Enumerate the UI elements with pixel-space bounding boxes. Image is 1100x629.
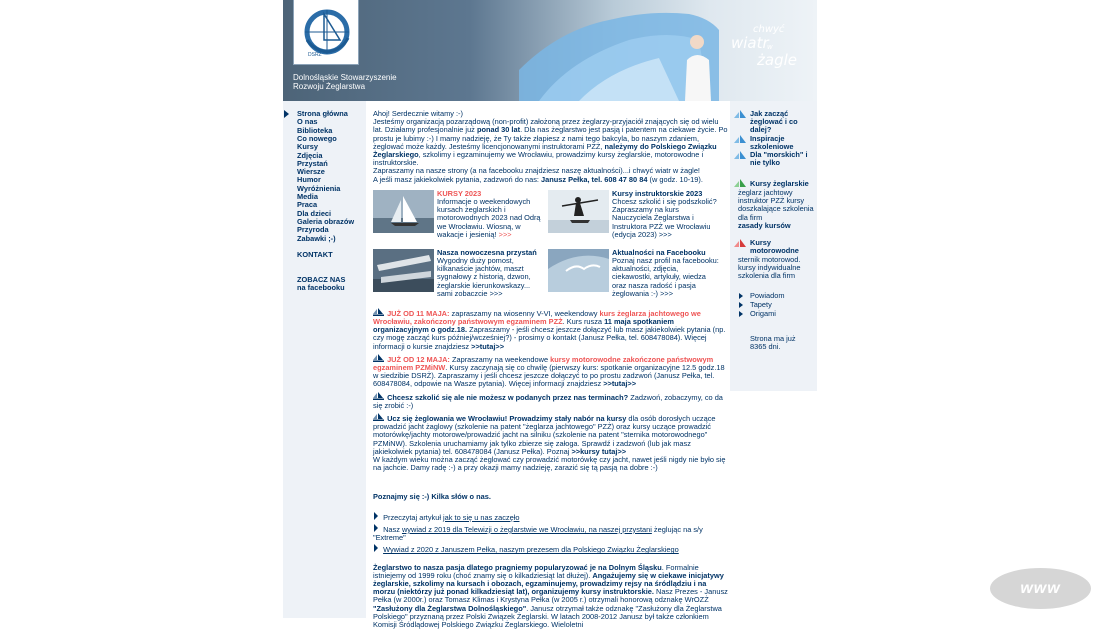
sailboat-icon: [373, 308, 385, 316]
rnav-zasady-kursow[interactable]: zasady kursów: [738, 222, 814, 230]
announcement-terminy: [373, 392, 729, 410]
org-name-line1: Dolnośląskie Stowarzyszenie: [293, 73, 423, 82]
announcement-text: dla osób dorosłych uczące prowadzić jacht żaglowy (szkolenie na patent "żeglarza jachtowego" PZŻ) oraz kursy uczące prowadzić motorówkę/jachty motorowe/prowadzić jacht na silniku (szkolenie na patent "sternika motorowodnego" PZMiNW). Szkolenia uruchamiamy jak tylko zbierze się załoga. Sprawdź i zadzwoń (lub jak masz jakiekolwiek pytania) tel. 608478084 (Janusz Pełka). Poznaj: [373, 414, 716, 456]
announcement-nabor: [373, 413, 729, 456]
rnav-kursy-motorowodne[interactable]: Kursy motorowodne: [750, 239, 810, 255]
sail-icon: [734, 110, 746, 120]
news-title[interactable]: Nasza nowoczesna przystań: [437, 249, 545, 257]
announcement-bold: Ucz się żeglowania we Wrocławiu! Prowadzimy stały nabór na kursy: [387, 414, 626, 423]
about-text: Nasz Prezes - Janusz Pełka (w 2000r.) oraz Tomasz Klimas i Krystyna Pełka (w 2005 r.) otrzymali honorową odznakę WrOZŻ: [373, 587, 728, 604]
nav-humor[interactable]: Humor: [297, 176, 321, 184]
nav-galeria-obrazow[interactable]: Galeria obrazów: [297, 218, 354, 226]
about-link-interview: [373, 544, 729, 554]
nav-zdjecia[interactable]: Zdjęcia: [297, 152, 322, 160]
news-more-link[interactable]: >>>: [659, 230, 672, 239]
nav-wiersze[interactable]: Wiersze: [297, 168, 325, 176]
red-sail-icon: [734, 239, 746, 249]
announcement-text: Zadzwoń, zobaczymy, co da się zrobić :-): [373, 393, 723, 410]
org-name-line2: Rozwoju Żeglarstwa: [293, 82, 423, 91]
about-link-tv: [373, 524, 729, 542]
nav-praca[interactable]: Praca: [297, 201, 317, 209]
announcement-link[interactable]: >>tutaj>>: [471, 342, 504, 351]
rnav-kursy-motorowodne-list[interactable]: sternik motorowod. kursy indywidualne szkolenia dla firm: [738, 256, 808, 281]
flowing-cloth-image: [519, 0, 719, 101]
slogan-word-1: chwyć: [753, 24, 784, 35]
announcement-kurs-zeglarza: [373, 308, 729, 351]
sailboat-icon: [373, 392, 385, 400]
about-bold: "Zasłużony dla Żeglarstwa Dolnośląskiego": [373, 604, 526, 613]
nav-co-nowego[interactable]: Co nowego: [297, 135, 337, 143]
logo-text: DSRŻ: [308, 51, 322, 58]
main-content: [373, 110, 729, 618]
greeting: Ahoj! Serdecznie witamy :-): [373, 110, 729, 118]
news-text: [612, 249, 720, 298]
announcement-text: . Kurs rusza: [563, 317, 604, 326]
intro-bold: należymy do Polskiego Związku Żeglarskiego: [373, 142, 717, 159]
news-description: Chcesz szkolić i się podszkolić? Zapraszamy na kurs Nauczyciela Żeglarstwa i Instruktora PZŻ we Wrocławiu (edycja 2023): [612, 197, 717, 239]
nav-facebook-line1[interactable]: ZOBACZ NAS: [297, 276, 345, 284]
slogan-word-2: wiatr: [731, 34, 769, 52]
announcement-date: JUŻ OD 12 MAJA:: [387, 355, 450, 364]
signpost-photo: [373, 249, 434, 292]
about-link-tv-anchor[interactable]: wywiad z 2019 dla Telewizji o żeglarstwie we Wrocławiu, na naszej przystani: [402, 525, 652, 534]
nav-o-nas[interactable]: O nas: [297, 118, 318, 126]
intro-text: Jesteśmy organizacją pozarządową (non-profit) założoną przez żeglarzy-przyjaciół znających się od wielu lat. Działamy profesjonalnie już: [373, 117, 718, 134]
news-text: [612, 190, 720, 239]
www-badge[interactable]: www: [990, 568, 1091, 609]
about-text: . Formalnie istniejemy od 1999 roku (choć znamy się o kilkadziesiąt lat dłużej).: [373, 563, 699, 580]
nav-strona-glowna[interactable]: Strona główna: [297, 110, 348, 118]
rnav-origami[interactable]: Origami: [750, 310, 776, 318]
sail-icon: [734, 135, 746, 145]
bullet-arrow-icon: [373, 544, 381, 552]
news-more-link[interactable]: >>>: [660, 289, 673, 298]
sailboat-photo: [373, 190, 434, 233]
announcement-kazdy-wiek: W każdym wieku można zacząć żeglować czy prowadzić motorówkę czy jacht, nawet jeśli nigdy nie było się na jachcie. Damy radę :-) a przy okazji mamy nadzieję, zarazić się tą pasją na dobre :-): [373, 456, 729, 472]
nav-kontakt[interactable]: KONTAKT: [297, 251, 333, 259]
about-heading: Poznajmy się :-) Kilka słów o nas.: [373, 493, 729, 501]
logo[interactable]: [293, 0, 359, 65]
org-name: [293, 73, 423, 91]
announcement-bold: Chcesz szkolić się ale nie możesz w podanych przez nas terminach?: [387, 393, 628, 402]
slogan-word-4: żagle: [757, 51, 797, 69]
news-more-link[interactable]: >>>: [499, 230, 512, 239]
announcement-text: Zapraszamy - jeśli chcesz jeszcze dołączyć lub masz jakiekolwiek pytania (np. czy mogę zacząć kurs później/wcześniej?) - prosimy o kontakt (Janusz Pełka, tel. 608478084). Więcej informacji o kursie znajdziesz: [373, 325, 725, 350]
about-text: . Janusz otrzymał także odznakę "Zasłużony dla Żeglarstwa Polskiego" przyznaną przez Polski Związek Żeglarski. W latach 2008-2012 Janusz był także członkiem Komisji Śródlądowej Polskiego Związku Żeglarskiego. Wieloletni: [373, 604, 722, 629]
intro-bold: ponad 30 lat: [477, 125, 520, 134]
sail-icon: [734, 151, 746, 161]
news-title[interactable]: KURSY 2023: [437, 190, 545, 198]
day-counter-value: 8365 dni.: [750, 343, 780, 351]
nav-kursy[interactable]: Kursy: [297, 143, 318, 151]
rnav-kursy-zeglarskie[interactable]: Kursy żeglarskie: [750, 180, 809, 188]
rnav-jak-zaczac[interactable]: Jak zacząć żeglować i co dalej?: [750, 110, 810, 135]
current-page-arrow-icon: [284, 110, 289, 118]
news-description: Wygodny duży pomost, kilkanaście jachtów, maszt sygnałowy z historią, dzwon, żeglarskie kierunkowskazy... sami zobaczcie: [437, 256, 531, 298]
news-title[interactable]: Aktualności na Facebooku: [612, 249, 720, 257]
nav-media[interactable]: Media: [297, 193, 318, 201]
about-link-interview-anchor[interactable]: Wywiad z 2020 z Januszem Pełka, naszym prezesem dla Polskiego Związku Żeglarskiego: [383, 545, 679, 554]
announcement-kurs-motorowodny: [373, 354, 729, 389]
intro-paragraph: [373, 118, 729, 167]
sailboat-icon: [373, 413, 385, 421]
news-text: [437, 249, 545, 298]
intro-text: , szkolimy i egzaminujemy we Wrocławiu, prowadzimy kursy żeglarskie, motorowodne i instruktorskie.: [373, 150, 703, 167]
about-paragraph: [373, 564, 729, 629]
nav-facebook-line2[interactable]: na facebooku: [297, 284, 345, 292]
bullet-arrow-icon: [373, 524, 381, 532]
announcement-highlight: kursy motorowodne zakończone państwowym egzaminem PZMiNW: [373, 355, 713, 372]
intro-invite: Zapraszamy na nasze strony (a na facebooku znajdziesz naszę aktualności)...i chwyć wiatr w żagle!: [373, 167, 729, 175]
sailboat-icon: [373, 354, 385, 362]
about-link-article: [373, 512, 729, 522]
page: [283, 0, 817, 618]
nav-wyroznienia[interactable]: Wyróżnienia: [297, 185, 340, 193]
news-text: [437, 190, 545, 239]
contact-phone: Janusz Pełka, tel. 608 47 80 84: [541, 175, 647, 184]
day-counter-label: Strona ma już: [750, 335, 796, 343]
announcement-highlight: kurs żeglarza jachtowego we Wrocławiu, zakończony państwowym egzaminem PZŻ: [373, 309, 701, 326]
news-more-link[interactable]: >>>: [490, 289, 503, 298]
contact-hours: (w godz. 10-19).: [647, 175, 702, 184]
news-grid: [373, 190, 729, 308]
arrow-icon: [739, 311, 743, 317]
intro-text: . Dla nas żeglarstwo jest pasją i patentem na ciekawe życie. Po prostu je lubimy :-) I mamy nadzieję, że Ty także złapiesz z nami tego bakcyla, bo naszym zdaniem, żeglować może każdy. Jesteśmy licencjonowanymi instruktorami PZŻ,: [373, 125, 728, 150]
nav-zabawki[interactable]: Zabawki ;-): [297, 235, 336, 243]
nav-przyroda[interactable]: Przyroda: [297, 226, 329, 234]
announcement-date: JUŻ OD 11 MAJA:: [387, 309, 449, 318]
seagull-photo: [548, 249, 609, 292]
about-link-text: żeglując na s/y "Extreme": [373, 525, 703, 542]
rnav-dla-morskich[interactable]: Dla "morskich" i nie tylko: [750, 151, 810, 167]
right-sidebar: [730, 101, 817, 391]
header-banner: [283, 0, 817, 101]
slogan-word-3: w: [767, 43, 773, 51]
bullet-arrow-icon: [373, 512, 381, 520]
about-link-text: Przeczytaj artykuł: [383, 513, 443, 522]
announcement-text: . Kursy zaczynają się co chwilę (pierwszy kurs: spotkanie organizacyjne 12.5 godz.18 w siedzibie DSRŻ). Zapraszamy i jeśli chcesz jeszcze dołączyć to po prostu zadzwoń (Janusz Pełka, tel. 608478084, odpowie na Wasze pytania). Więcej informacji znajdziesz: [373, 363, 725, 388]
rnav-kursy-zeglarskie-list[interactable]: żeglarz jachtowy instruktor PZŻ kursy doszkalające szkolenia dla firm: [738, 189, 814, 222]
ship-wheel-icon: [294, 0, 358, 64]
arrow-icon: [739, 302, 743, 308]
left-navigation: [283, 101, 366, 618]
news-title[interactable]: Kursy instruktorskie 2023: [612, 190, 720, 198]
contact-text: A jeśli masz jakiekolwiek pytania, zadzwoń do nas:: [373, 175, 541, 184]
about-bold: Żeglarstwo to nasza pasja dlatego pragniemy popularyzować je na Dolnym Śląsku: [373, 563, 662, 572]
about-link-article-anchor[interactable]: jak to się u nas zaczęło: [443, 513, 519, 522]
nav-przystan[interactable]: Przystań: [297, 160, 328, 168]
announcement-bold: 11 maja spotkaniem organizacyjnym o godz.18.: [373, 317, 674, 334]
nav-biblioteka[interactable]: Biblioteka: [297, 127, 332, 135]
rnav-powiadom[interactable]: Powiadom: [750, 292, 785, 300]
rnav-tapety[interactable]: Tapety: [750, 301, 772, 309]
announcement-text: Zapraszamy na weekendowe: [450, 355, 550, 364]
news-description: Poznaj nasz profil na facebooku: aktualności, zdjęcia, ciekawostki, artykuły, wiedza oraz nasza radość i pasja żeglowania :-): [612, 256, 719, 298]
intro-contact: [373, 176, 729, 184]
announcement-text: zapraszamy na wiosenny V-VI, weekendowy: [450, 309, 600, 318]
about-link-text: Nasz: [383, 525, 402, 534]
windsurfer-photo: [548, 190, 609, 233]
announcement-link[interactable]: >>kursy tutaj>>: [571, 447, 626, 456]
news-description: Informacje o weekendowych kursach żeglarskich i motorowodnych 2023 nad Odrą we Wrocławiu. Wiosną, w wakacje i jesienią!: [437, 197, 541, 239]
rnav-inspiracje[interactable]: Inspiracje szkoleniowe: [750, 135, 810, 151]
announcement-link[interactable]: >>tutaj>>: [603, 379, 636, 388]
nav-dla-dzieci[interactable]: Dla dzieci: [297, 210, 331, 218]
arrow-icon: [739, 293, 743, 299]
about-bold: Angażujemy się w ciekawe inicjatywy żeglarskie, szkolimy na kursach i obozach, egzaminujemy, prowadzimy rejsy na śródlądziu i na morzu (niektórzy już ponad kilkadziesiąt lat), organizujemy kursy instruktorskie.: [373, 571, 724, 596]
